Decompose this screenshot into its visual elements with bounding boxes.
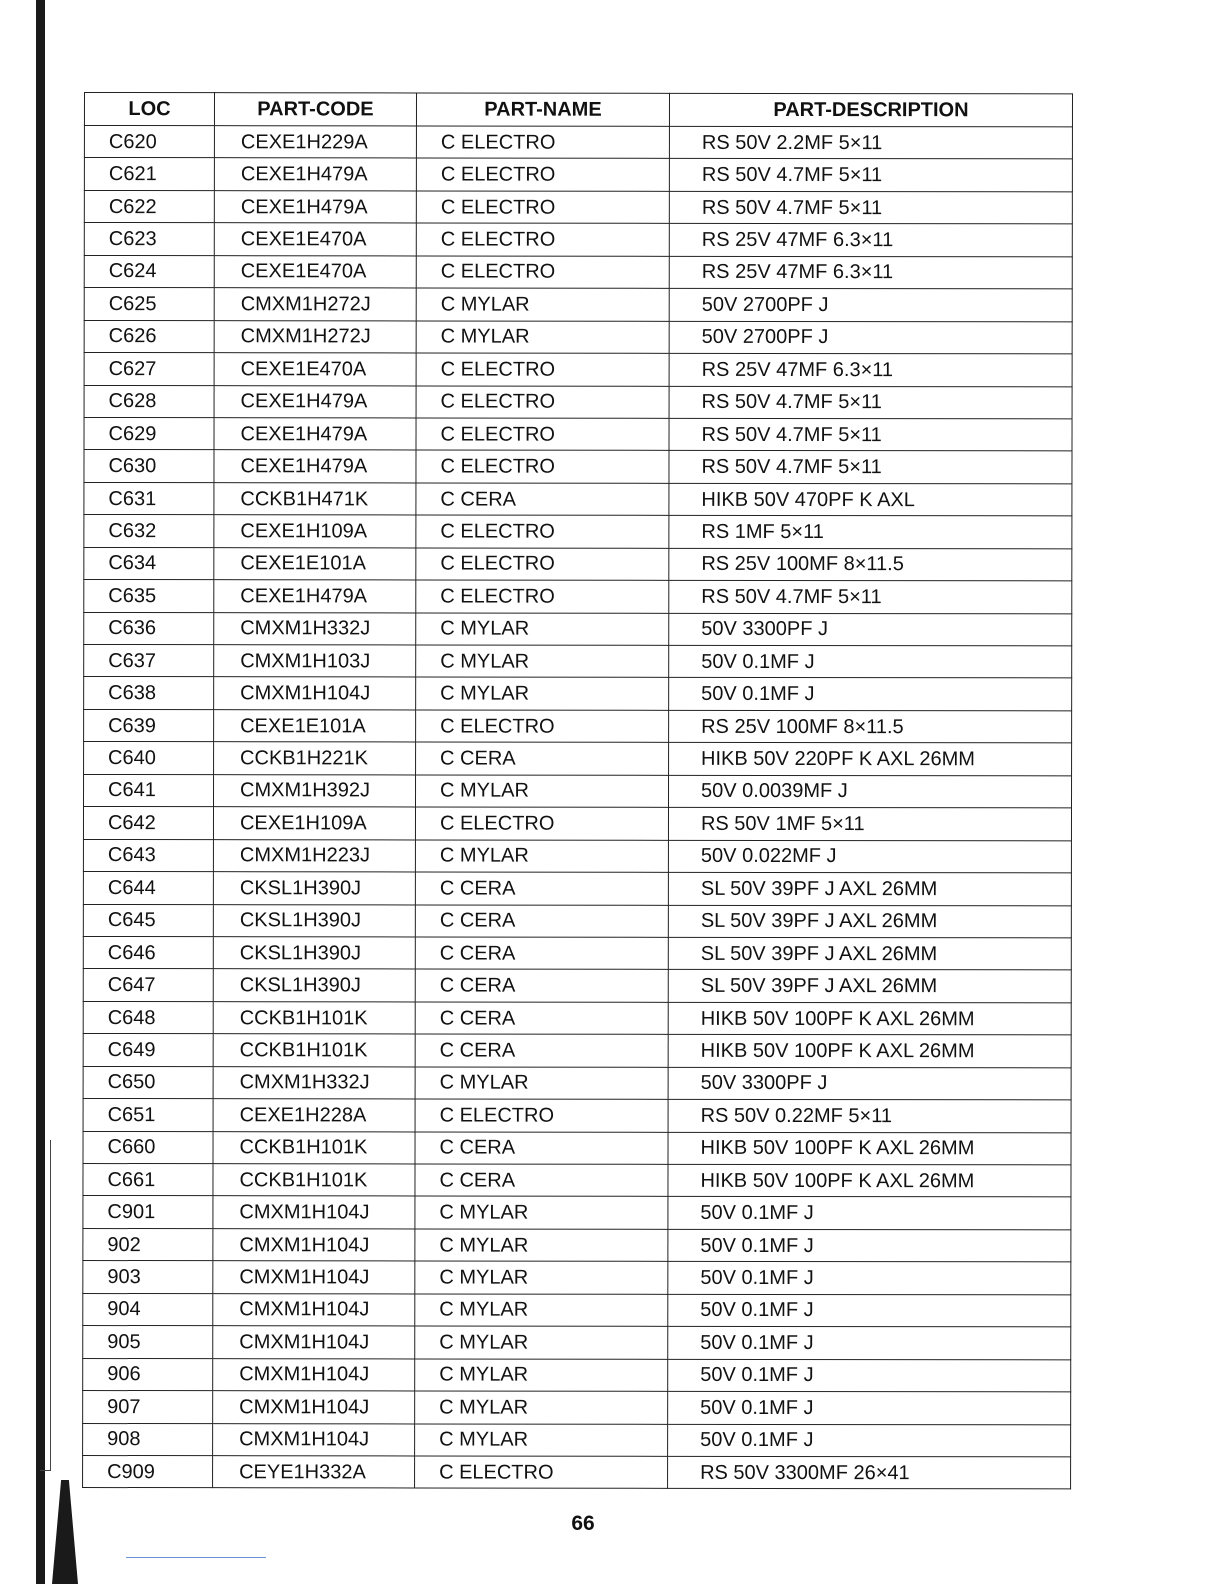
cell-part-description: 50V 0.1MF J: [668, 1294, 1071, 1327]
cell-part-code: CEXE1H479A: [214, 450, 416, 483]
cell-part-description: 50V 0.0039MF J: [669, 775, 1072, 808]
cell-part-code: CMXM1H104J: [213, 1293, 415, 1326]
cell-part-name: C MYLAR: [415, 1423, 668, 1456]
cell-part-name: C MYLAR: [415, 1067, 668, 1100]
cell-part-name: C ELECTRO: [416, 515, 669, 548]
cell-part-name: C CERA: [415, 1132, 668, 1165]
cell-part-name: C MYLAR: [416, 613, 669, 646]
table-row: [84, 774, 1072, 808]
table-row: [84, 320, 1072, 354]
table-row: [83, 1034, 1071, 1068]
table-row: [84, 677, 1072, 711]
cell-loc: C639: [84, 709, 214, 742]
cell-part-name: C ELECTRO: [415, 807, 668, 840]
cell-part-name: C CERA: [416, 742, 669, 775]
table-row: [84, 645, 1072, 679]
table-row: [84, 709, 1072, 743]
header-part-code: PART-CODE: [214, 93, 416, 126]
table-row: [84, 482, 1072, 516]
table-row: [84, 126, 1072, 160]
table-row: [83, 1455, 1071, 1489]
cell-part-code: CCKB1H471K: [214, 482, 416, 515]
cell-loc: C909: [83, 1455, 213, 1488]
table-row: [84, 223, 1072, 257]
cell-loc: C661: [83, 1163, 213, 1196]
cell-part-name: C ELECTRO: [416, 548, 669, 581]
table-row: [83, 1001, 1071, 1035]
cell-part-code: CCKB1H101K: [213, 1164, 415, 1197]
table-row: [83, 969, 1071, 1003]
cell-part-name: C MYLAR: [416, 645, 669, 678]
table-row: [83, 936, 1071, 970]
cell-part-code: CEXE1H479A: [214, 385, 416, 418]
cell-part-code: CMXM1H103J: [214, 645, 416, 678]
cell-part-code: CKSL1H390J: [213, 872, 415, 905]
cell-part-name: C MYLAR: [415, 1294, 668, 1327]
cell-part-name: C MYLAR: [416, 321, 669, 354]
cell-loc: 907: [83, 1391, 213, 1424]
cell-part-name: C ELECTRO: [416, 158, 669, 191]
cell-part-name: C ELECTRO: [416, 223, 669, 256]
cell-part-name: C ELECTRO: [416, 191, 669, 224]
cell-part-code: CMXM1H332J: [213, 1066, 415, 1099]
cell-part-description: RS 50V 4.7MF 5×11: [669, 451, 1072, 484]
cell-part-description: RS 50V 4.7MF 5×11: [669, 580, 1072, 613]
cell-loc: C650: [83, 1066, 213, 1099]
cell-part-name: C CERA: [415, 937, 668, 970]
cell-part-description: 50V 0.1MF J: [668, 1359, 1071, 1392]
cell-part-name: C MYLAR: [415, 1229, 668, 1262]
cell-loc: C634: [84, 547, 214, 580]
cell-part-name: C ELECTRO: [415, 1456, 668, 1489]
cell-loc: C626: [84, 320, 214, 353]
cell-part-description: HIKB 50V 100PF K AXL 26MM: [668, 1035, 1071, 1068]
cell-part-description: 50V 2700PF J: [669, 321, 1072, 354]
cell-part-description: RS 1MF 5×11: [669, 516, 1072, 549]
cell-part-description: 50V 0.1MF J: [668, 1391, 1071, 1424]
cell-part-name: C CERA: [415, 1034, 668, 1067]
cell-part-description: RS 25V 47MF 6.3×11: [669, 353, 1072, 386]
table-row: [83, 1358, 1071, 1392]
table-row: [83, 1099, 1071, 1133]
cell-loc: C641: [84, 774, 214, 807]
footer-rule: [126, 1557, 266, 1558]
cell-part-description: RS 50V 2.2MF 5×11: [669, 126, 1072, 159]
cell-part-description: 50V 0.1MF J: [668, 1229, 1071, 1262]
cell-part-code: CEXE1H229A: [214, 126, 416, 159]
cell-part-code: CEXE1H479A: [214, 418, 416, 451]
cell-part-name: C ELECTRO: [416, 385, 669, 418]
cell-part-name: C CERA: [415, 904, 668, 937]
page-edge-marks: [40, 1140, 51, 1471]
parts-list-table: [82, 92, 1073, 1490]
cell-loc: C901: [83, 1196, 213, 1229]
cell-part-description: 50V 3300PF J: [669, 613, 1072, 646]
cell-part-name: C ELECTRO: [416, 353, 669, 386]
table-row: [83, 904, 1071, 938]
cell-loc: C624: [84, 255, 214, 288]
cell-part-name: C MYLAR: [415, 1196, 668, 1229]
cell-part-description: SL 50V 39PF J AXL 26MM: [668, 872, 1071, 905]
cell-part-code: CEXE1H109A: [213, 807, 415, 840]
header-part-description: PART-DESCRIPTION: [669, 93, 1072, 127]
table-row: [83, 1391, 1071, 1425]
cell-part-code: CEXE1E470A: [214, 353, 416, 386]
table-row: [84, 742, 1072, 776]
cell-part-description: RS 25V 100MF 8×11.5: [669, 548, 1072, 581]
cell-part-description: RS 25V 47MF 6.3×11: [669, 224, 1072, 257]
table-row: [83, 1066, 1071, 1100]
cell-part-description: HIKB 50V 100PF K AXL 26MM: [668, 1002, 1071, 1035]
cell-part-code: CCKB1H221K: [214, 742, 416, 775]
cell-part-code: CMXM1H104J: [213, 1229, 415, 1262]
cell-part-description: RS 25V 47MF 6.3×11: [669, 256, 1072, 289]
cell-part-code: CEXE1H479A: [214, 158, 416, 191]
cell-loc: C625: [84, 288, 214, 321]
cell-loc: C647: [83, 969, 213, 1002]
cell-part-description: 50V 0.1MF J: [669, 678, 1072, 711]
cell-part-code: CMXM1H104J: [213, 1261, 415, 1294]
cell-loc: C644: [83, 872, 213, 905]
cell-part-name: C CERA: [415, 1002, 668, 1035]
cell-part-name: C MYLAR: [415, 1261, 668, 1294]
table-row: [84, 255, 1072, 289]
cell-part-description: 50V 0.1MF J: [668, 1197, 1071, 1230]
cell-part-description: RS 50V 4.7MF 5×11: [669, 418, 1072, 451]
cell-part-name: C MYLAR: [416, 677, 669, 710]
cell-part-description: SL 50V 39PF J AXL 26MM: [668, 937, 1071, 970]
cell-part-code: CKSL1H390J: [213, 937, 415, 970]
cell-loc: C649: [83, 1034, 213, 1067]
cell-loc: C660: [83, 1131, 213, 1164]
cell-part-code: CEXE1E470A: [214, 255, 416, 288]
cell-part-description: RS 50V 4.7MF 5×11: [669, 386, 1072, 419]
table-row: [83, 1261, 1071, 1295]
cell-loc: C632: [84, 515, 214, 548]
cell-part-name: C CERA: [415, 969, 668, 1002]
table-row: [84, 158, 1072, 192]
table-row: [83, 1423, 1071, 1457]
cell-part-description: RS 50V 0.22MF 5×11: [668, 1099, 1071, 1132]
cell-part-description: 50V 0.022MF J: [668, 840, 1071, 873]
cell-part-description: SL 50V 39PF J AXL 26MM: [668, 905, 1071, 938]
cell-loc: C640: [84, 742, 214, 775]
cell-loc: C622: [84, 190, 214, 223]
cell-part-code: CEXE1E101A: [214, 547, 416, 580]
cell-loc: 905: [83, 1326, 213, 1359]
cell-part-name: C ELECTRO: [416, 256, 669, 289]
cell-part-code: CKSL1H390J: [213, 904, 415, 937]
cell-loc: C620: [84, 126, 214, 159]
cell-loc: C621: [84, 158, 214, 191]
cell-part-description: HIKB 50V 470PF K AXL: [669, 483, 1072, 516]
cell-part-name: C MYLAR: [416, 288, 669, 321]
table-row: [84, 580, 1072, 614]
cell-loc: 906: [83, 1358, 213, 1391]
cell-part-description: 50V 2700PF J: [669, 289, 1072, 322]
table-row: [83, 1196, 1071, 1230]
cell-part-description: RS 50V 1MF 5×11: [668, 808, 1071, 841]
table-row: [84, 547, 1072, 581]
cell-part-description: 50V 0.1MF J: [669, 645, 1072, 678]
cell-part-name: C CERA: [415, 1164, 668, 1197]
cell-part-code: CEXE1E470A: [214, 223, 416, 256]
cell-part-description: SL 50V 39PF J AXL 26MM: [668, 970, 1071, 1003]
cell-part-name: C CERA: [415, 872, 668, 905]
cell-part-name: C CERA: [416, 483, 669, 516]
cell-loc: C623: [84, 223, 214, 256]
cell-loc: C628: [84, 385, 214, 418]
table-row: [84, 450, 1072, 484]
cell-part-code: CEXE1H479A: [214, 191, 416, 224]
cell-part-code: CMXM1H272J: [214, 320, 416, 353]
cell-part-name: C ELECTRO: [416, 710, 669, 743]
cell-part-name: C MYLAR: [415, 1391, 668, 1424]
cell-part-description: RS 50V 3300MF 26×41: [668, 1456, 1071, 1489]
parts-table-body: [83, 126, 1073, 1490]
cell-loc: C651: [83, 1099, 213, 1132]
table-row: [83, 1293, 1071, 1327]
cell-part-description: 50V 0.1MF J: [668, 1327, 1071, 1360]
cell-part-name: C ELECTRO: [416, 450, 669, 483]
table-row: [83, 1131, 1071, 1165]
page-number: 66: [571, 1512, 595, 1535]
cell-part-description: HIKB 50V 100PF K AXL 26MM: [668, 1132, 1071, 1165]
cell-loc: 908: [83, 1423, 213, 1456]
cell-part-code: CKSL1H390J: [213, 969, 415, 1002]
table-row: [83, 1163, 1071, 1197]
cell-part-code: CMXM1H104J: [213, 1326, 415, 1359]
cell-loc: 902: [83, 1228, 213, 1261]
cell-part-name: C ELECTRO: [415, 1099, 668, 1132]
cell-part-code: CEXE1E101A: [214, 710, 416, 743]
cell-part-name: C MYLAR: [415, 1359, 668, 1392]
cell-loc: C629: [84, 417, 214, 450]
cell-part-name: C MYLAR: [416, 775, 669, 808]
cell-loc: C637: [84, 645, 214, 678]
cell-part-code: CMXM1H104J: [213, 1196, 415, 1229]
cell-part-name: C ELECTRO: [416, 580, 669, 613]
cell-part-code: CCKB1H101K: [213, 1001, 415, 1034]
cell-loc: C645: [83, 904, 213, 937]
cell-part-code: CMXM1H104J: [214, 677, 416, 710]
cell-part-code: CEXE1H479A: [214, 580, 416, 613]
cell-part-code: CEYE1H332A: [213, 1456, 415, 1489]
header-loc: LOC: [84, 93, 214, 126]
header-part-name: PART-NAME: [416, 93, 669, 126]
table-row: [84, 515, 1072, 549]
cell-loc: C627: [84, 353, 214, 386]
cell-part-code: CMXM1H332J: [214, 612, 416, 645]
cell-loc: C635: [84, 580, 214, 613]
table-row: [84, 288, 1072, 322]
cell-part-code: CEXE1H228A: [213, 1099, 415, 1132]
table-row: [84, 385, 1072, 419]
cell-part-name: C ELECTRO: [416, 418, 669, 451]
cell-part-name: C MYLAR: [415, 840, 668, 873]
cell-part-description: RS 25V 100MF 8×11.5: [669, 710, 1072, 743]
cell-part-code: CMXM1H104J: [213, 1423, 415, 1456]
cell-part-code: CMXM1H223J: [213, 839, 415, 872]
cell-loc: C631: [84, 482, 214, 515]
cell-part-description: RS 50V 4.7MF 5×11: [669, 159, 1072, 192]
cell-part-code: CEXE1H109A: [214, 515, 416, 548]
table-row: [83, 1228, 1071, 1262]
table-row: [83, 872, 1071, 906]
cell-loc: 904: [83, 1293, 213, 1326]
table-row: [84, 417, 1072, 451]
cell-loc: C648: [83, 1001, 213, 1034]
table-row: [84, 612, 1072, 646]
cell-part-code: CMXM1H104J: [213, 1358, 415, 1391]
table-row: [83, 1326, 1071, 1360]
cell-loc: 903: [83, 1261, 213, 1294]
cell-part-description: HIKB 50V 100PF K AXL 26MM: [668, 1164, 1071, 1197]
cell-part-code: CMXM1H272J: [214, 288, 416, 321]
table-row: [84, 353, 1072, 387]
cell-loc: C643: [83, 839, 213, 872]
cell-part-code: CCKB1H101K: [213, 1131, 415, 1164]
cell-loc: C638: [84, 677, 214, 710]
table-row: [83, 807, 1071, 841]
cell-loc: C642: [83, 807, 213, 840]
cell-part-code: CMXM1H104J: [213, 1391, 415, 1424]
table-header-row: [84, 93, 1072, 127]
cell-part-name: C MYLAR: [415, 1326, 668, 1359]
table-row: [84, 190, 1072, 224]
cell-part-code: CMXM1H392J: [214, 774, 416, 807]
cell-loc: C646: [83, 936, 213, 969]
table-row: [83, 839, 1071, 873]
cell-loc: C630: [84, 450, 214, 483]
cell-loc: C636: [84, 612, 214, 645]
cell-part-description: 50V 0.1MF J: [668, 1424, 1071, 1457]
cell-part-description: HIKB 50V 220PF K AXL 26MM: [669, 743, 1072, 776]
cell-part-description: RS 50V 4.7MF 5×11: [669, 191, 1072, 224]
cell-part-code: CCKB1H101K: [213, 1034, 415, 1067]
cell-part-description: 50V 0.1MF J: [668, 1262, 1071, 1295]
cell-part-description: 50V 3300PF J: [668, 1067, 1071, 1100]
cell-part-name: C ELECTRO: [416, 126, 669, 159]
